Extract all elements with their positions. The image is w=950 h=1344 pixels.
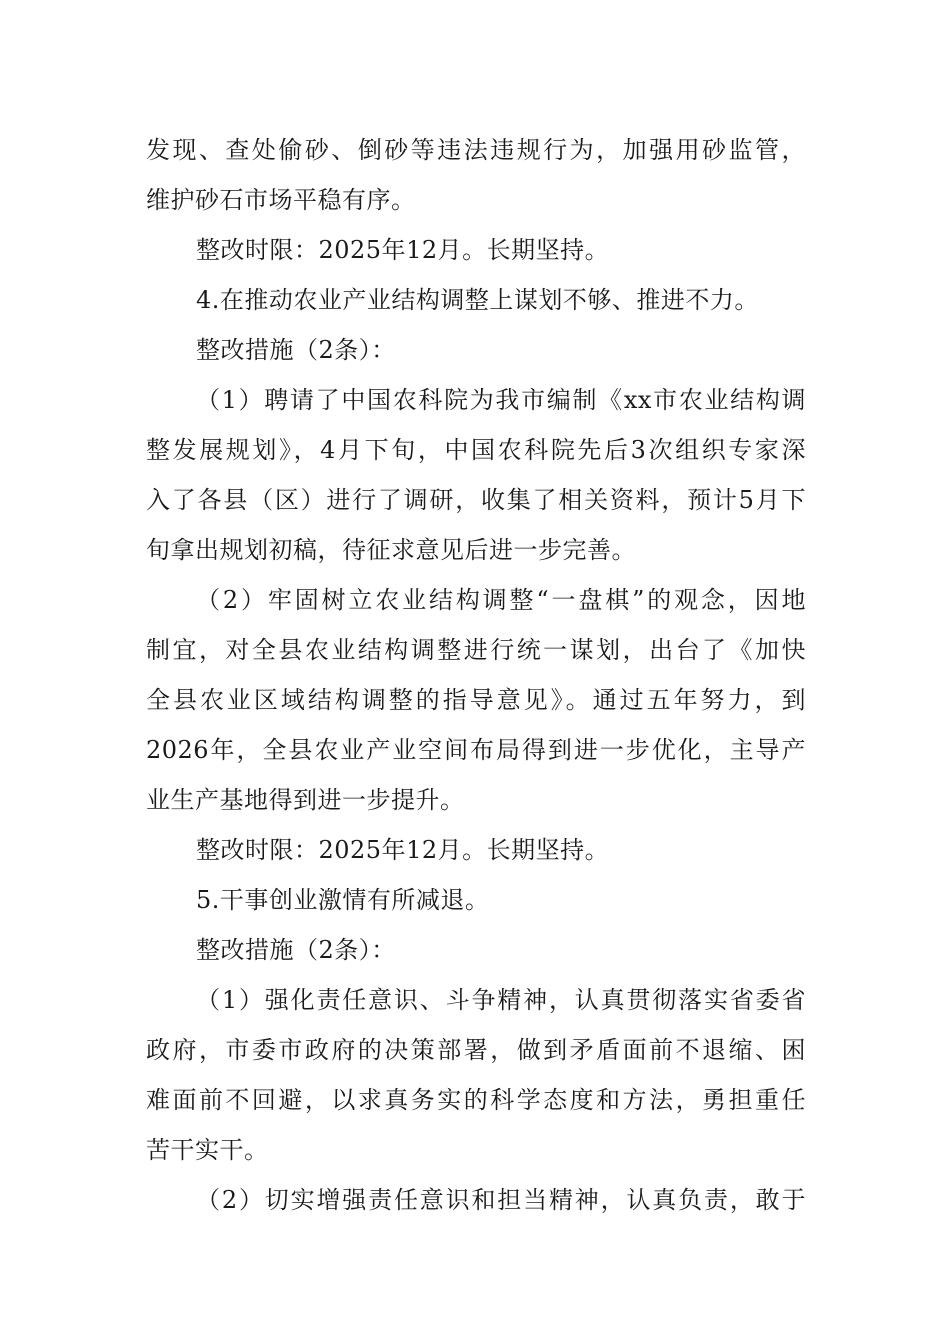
issue-heading: 5.干事创业激情有所减退。 [196,886,490,914]
paragraph-line: 难面前不回避，以求真务实的科学态度和方法，勇担重任 [146,1086,806,1114]
paragraph-line: 旬拿出规划初稿，待征求意见后进一步完善。 [146,536,636,564]
deadline-line: 整改时限：2025年12月。长期坚持。 [196,236,610,264]
deadline-line: 整改时限：2025年12月。长期坚持。 [196,836,610,864]
paragraph-line: 政府，市委市政府的决策部署，做到矛盾面前不退缩、困 [146,1036,806,1064]
paragraph-line: 2026年，全县农业产业空间布局得到进一步优化，主导产 [146,736,806,764]
measures-heading: 整改措施（2条）： [196,336,396,364]
paragraph-line: （1）强化责任意识、斗争精神，认真贯彻落实省委省 [196,986,806,1014]
paragraph-line: 全县农业区域结构调整的指导意见》。通过五年努力，到 [146,686,806,714]
paragraph-line: （1）聘请了中国农科院为我市编制《xx市农业结构调 [196,386,806,414]
paragraph-line: 发现、查处偷砂、倒砂等违法违规行为，加强用砂监管， [146,136,806,164]
paragraph-line: （2）切实增强责任意识和担当精神，认真负责，敢于 [196,1186,806,1214]
paragraph-line: 业生产基地得到进一步提升。 [146,786,465,814]
paragraph-line: 维护砂石市场平稳有序。 [146,186,416,214]
paragraph-line: 制宜，对全县农业结构调整进行统一谋划，出台了《加快 [146,636,806,664]
measures-heading: 整改措施（2条）： [196,936,396,964]
paragraph-line: 苦干实干。 [146,1136,269,1164]
paragraph-line: 入了各县（区）进行了调研，收集了相关资料，预计5月下 [146,486,806,514]
paragraph-line: 整发展规划》，4月下旬，中国农科院先后3次组织专家深 [146,436,806,464]
paragraph-line: （2）牢固树立农业结构调整“一盘棋”的观念，因地 [196,586,806,614]
issue-heading: 4.在推动农业产业结构调整上谋划不够、推进不力。 [196,286,759,314]
